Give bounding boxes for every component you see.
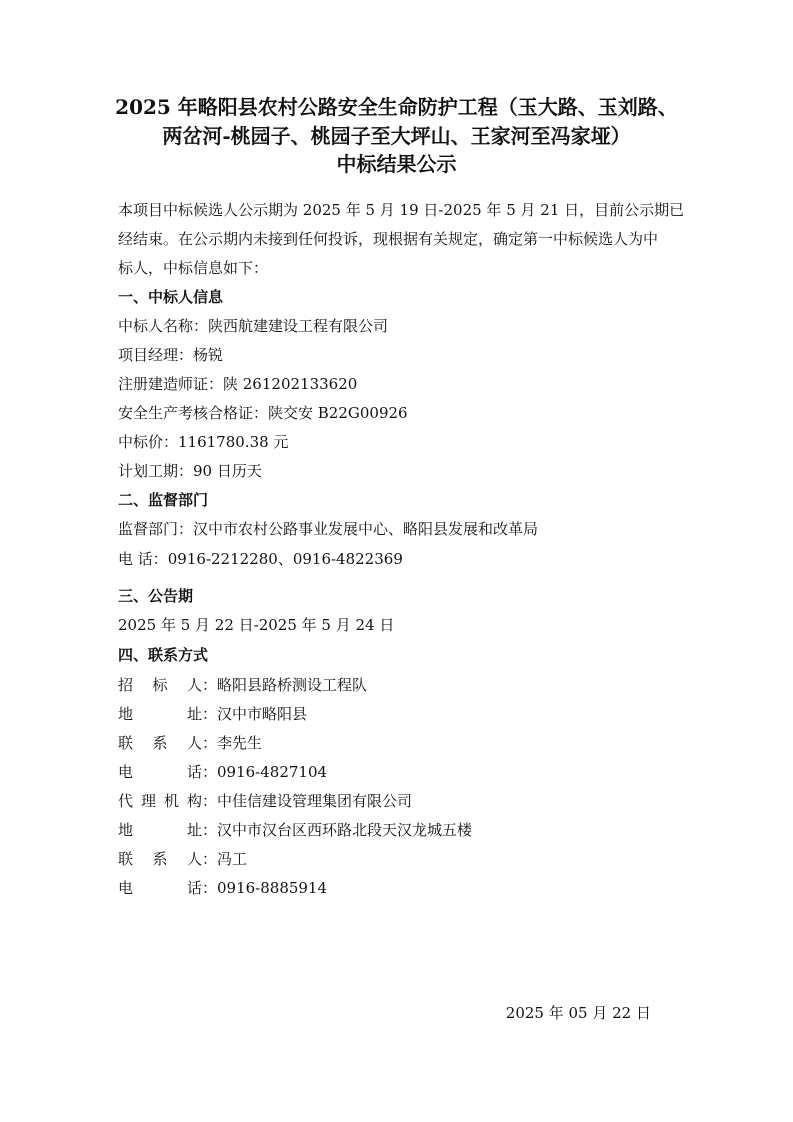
title-line-1: 2025 年略阳县农村公路安全生命防护工程（玉大路、玉刘路、 xyxy=(115,95,678,119)
contact-row xyxy=(118,733,262,753)
contact-row xyxy=(118,675,367,695)
intro-line-1: 本项目中标候选人公示期为 2025 年 5 月 19 日-2025 年 5 月 21 日，目前公示期已 xyxy=(118,201,685,219)
document-date: 2025 年 05 月 22 日 xyxy=(505,1004,651,1022)
winner-name: 中标人名称：陕西航建建设工程有限公司 xyxy=(118,317,389,335)
section-heading-announcement: 三、公告期 xyxy=(118,587,194,605)
contact-value: ：0916-4827104 xyxy=(202,763,328,781)
contact-label: 电 话 xyxy=(118,879,202,897)
contact-row xyxy=(118,704,307,724)
announcement-period: 2025 年 5 月 22 日-2025 年 5 月 24 日 xyxy=(118,616,395,634)
contact-label: 联 系 人 xyxy=(118,734,202,752)
title-line-3: 中标结果公示 xyxy=(336,152,457,176)
intro-line-2: 经结束。在公示期内未接到任何投诉，现根据有关规定，确定第一中标候选人为中 xyxy=(118,230,659,248)
registration-cert: 注册建造师证：陕 261202133620 xyxy=(118,375,358,393)
contact-row xyxy=(118,791,412,811)
section-heading-supervision: 二、监督部门 xyxy=(118,491,209,509)
contact-label: 代理机构 xyxy=(118,792,202,810)
contact-label: 联 系 人 xyxy=(118,850,202,868)
contact-row xyxy=(118,878,327,898)
contact-label: 地 址 xyxy=(118,821,202,839)
planned-duration: 计划工期：90 日历天 xyxy=(118,462,262,480)
contact-value: ：汉中市略阳县 xyxy=(202,705,308,723)
supervision-phone: 电 话：0916-2212280、0916-4822369 xyxy=(118,550,403,568)
contact-row xyxy=(118,849,247,869)
intro-line-3: 标人，中标信息如下： xyxy=(118,259,269,277)
section-heading-contact: 四、联系方式 xyxy=(118,646,209,664)
contact-value: ：0916-8885914 xyxy=(202,879,328,897)
contact-label: 地 址 xyxy=(118,705,202,723)
title-line-2: 两岔河-桃园子、桃园子至大坪山、王家河至冯家垭） xyxy=(162,124,631,148)
contact-row xyxy=(118,820,472,840)
safety-cert: 安全生产考核合格证：陕交安 B22G00926 xyxy=(118,404,408,422)
section-heading-winner: 一、中标人信息 xyxy=(118,288,224,306)
contact-value: ：汉中市汉台区西环路北段天汉龙城五楼 xyxy=(202,821,473,839)
contact-value: ：冯工 xyxy=(202,850,248,868)
contact-row xyxy=(118,762,327,782)
contact-label: 电 话 xyxy=(118,763,202,781)
winning-price: 中标价：1161780.38 元 xyxy=(118,433,289,451)
project-manager: 项目经理：杨锐 xyxy=(118,346,224,364)
contact-value: ：略阳县路桥测设工程队 xyxy=(202,676,368,694)
contact-value: ：中佳信建设管理集团有限公司 xyxy=(202,792,413,810)
contact-value: ：李先生 xyxy=(202,734,263,752)
supervision-department: 监督部门：汉中市农村公路事业发展中心、略阳县发展和改革局 xyxy=(118,520,539,538)
contact-label: 招 标 人 xyxy=(118,676,202,694)
